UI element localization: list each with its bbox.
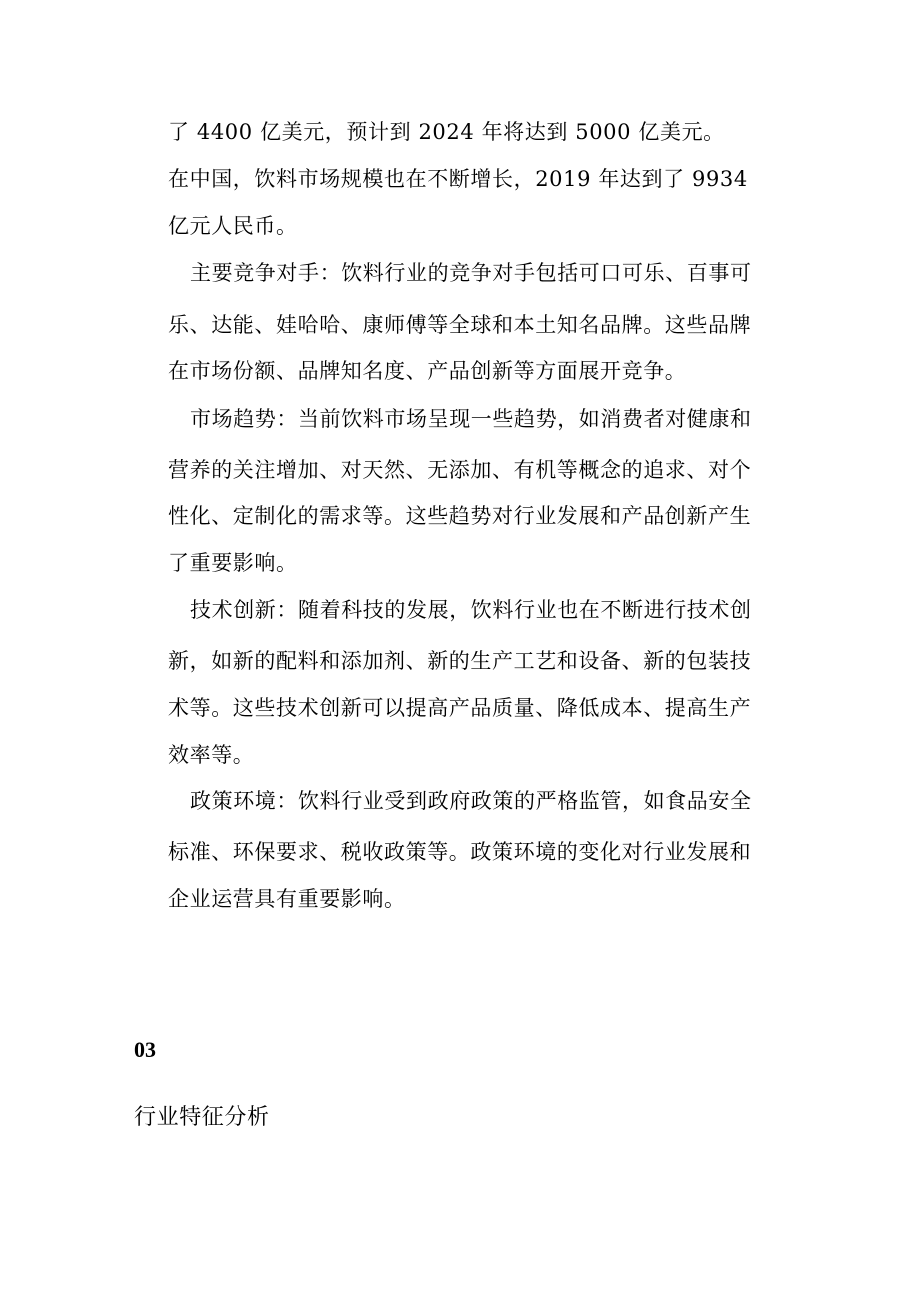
policy-line-2: 标准、环保要求、税收政策等。政策环境的变化对行业发展和 (168, 840, 752, 864)
market-size-line-2: 在中国，饮料市场规模也在不断增长，2019 年达到了 9934 (168, 167, 748, 191)
trends-line-2: 营养的关注增加、对天然、无添加、有机等概念的追求、对个 (168, 458, 752, 482)
market-size-line-3: 亿元人民币。 (168, 214, 298, 238)
policy-line-3: 企业运营具有重要影响。 (168, 887, 406, 911)
competitors-line-2: 乐、达能、娃哈哈、康师傅等全球和本土知名品牌。这些品牌 (168, 313, 752, 337)
innovation-line-2: 新，如新的配料和添加剂、新的生产工艺和设备、新的包装技 (168, 649, 752, 673)
market-size-line-1: 了 4400 亿美元，预计到 2024 年将达到 5000 亿美元。 (168, 120, 725, 144)
section-number: 03 (134, 1037, 156, 1062)
competitors-line-3: 在市场份额、品牌知名度、产品创新等方面展开竞争。 (168, 359, 687, 383)
trends-line-1: 市场趋势：当前饮料市场呈现一些趋势，如消费者对健康和 (190, 407, 752, 431)
innovation-line-4: 效率等。 (168, 743, 255, 767)
innovation-line-1: 技术创新：随着科技的发展，饮料行业也在不断进行技术创 (190, 598, 752, 622)
innovation-line-3: 术等。这些技术创新可以提高产品质量、降低成本、提高生产 (168, 696, 752, 720)
competitors-line-1: 主要竞争对手：饮料行业的竞争对手包括可口可乐、百事可 (190, 261, 752, 285)
trends-line-3: 性化、定制化的需求等。这些趋势对行业发展和产品创新产生 (168, 504, 752, 528)
policy-line-1: 政策环境：饮料行业受到政府政策的严格监管，如食品安全 (190, 789, 752, 813)
trends-line-4: 了重要影响。 (168, 551, 298, 575)
section-title: 行业特征分析 (134, 1105, 270, 1130)
